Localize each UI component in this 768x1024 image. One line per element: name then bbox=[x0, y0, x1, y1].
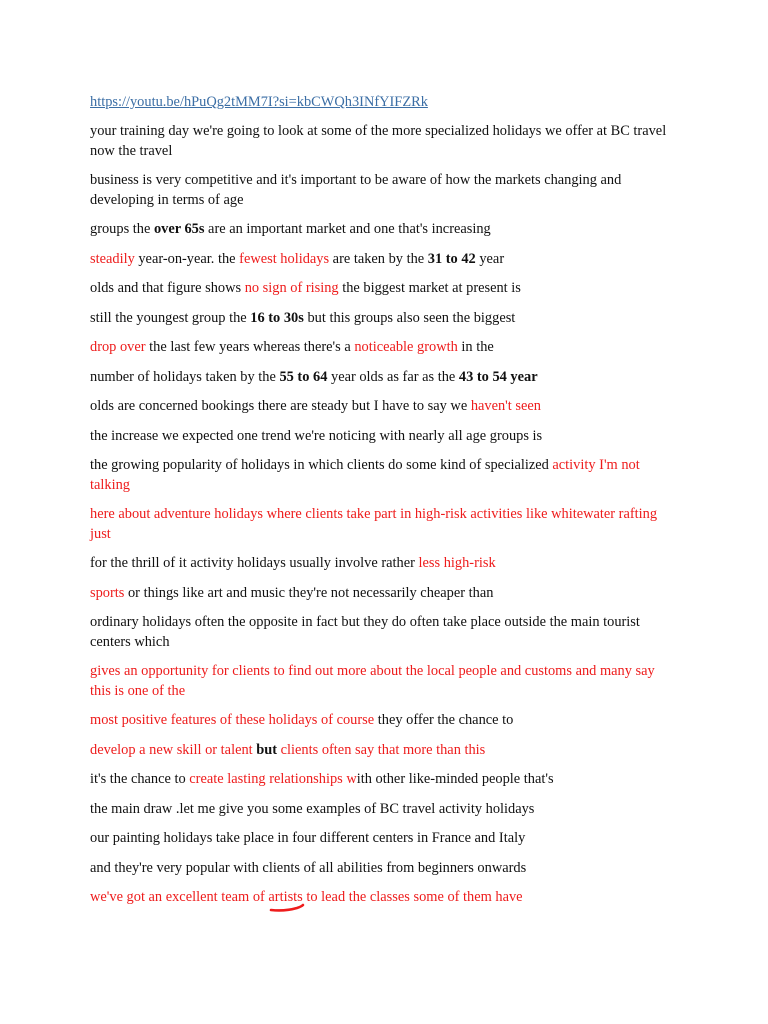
transcript-text: our painting holidays take place in four different centers in France and Italy bbox=[90, 830, 526, 846]
transcript-paragraph bbox=[90, 662, 670, 701]
transcript-paragraph bbox=[90, 584, 670, 604]
annotated-word: artists bbox=[268, 889, 302, 905]
highlighted-phrase: create lasting relationships w bbox=[189, 771, 357, 787]
transcript-body bbox=[90, 122, 670, 908]
transcript-text: the last few years whereas there's a bbox=[145, 339, 355, 355]
bold-phrase: 55 to 64 bbox=[279, 368, 328, 385]
transcript-text: olds are concerned bookings there are steady but I have to say we bbox=[90, 398, 471, 414]
transcript-paragraph bbox=[90, 505, 670, 544]
transcript-text: olds and that figure shows bbox=[90, 280, 245, 296]
document-page bbox=[90, 93, 670, 918]
highlighted-phrase: haven't seen bbox=[470, 398, 541, 414]
highlighted-phrase: develop a new skill or talent bbox=[90, 741, 257, 758]
transcript-text: ordinary holidays often the opposite in fact but they do often take place outside the main tourist centers which bbox=[90, 614, 640, 650]
transcript-text: are taken by the bbox=[329, 250, 428, 267]
highlighted-phrase: to lead the classes some of them have bbox=[302, 889, 523, 905]
transcript-paragraph bbox=[90, 829, 670, 849]
bold-phrase: 43 to 54 year bbox=[458, 368, 538, 385]
bold-phrase: 16 to 30s bbox=[250, 309, 304, 326]
transcript-text: for the thrill of it activity holidays usually involve rather bbox=[90, 555, 419, 571]
highlighted-phrase: fewest holidays bbox=[239, 250, 330, 267]
transcript-paragraph bbox=[90, 338, 670, 358]
transcript-paragraph bbox=[90, 613, 670, 652]
transcript-text: it's the chance to bbox=[90, 771, 190, 787]
transcript-text: in the bbox=[457, 339, 494, 355]
bold-phrase: but bbox=[256, 741, 278, 758]
transcript-text: the biggest market at present is bbox=[338, 280, 521, 296]
transcript-paragraph bbox=[90, 741, 670, 761]
transcript-text: the main draw .let me give you some examples of BC travel activity holidays bbox=[90, 800, 535, 817]
transcript-paragraph bbox=[90, 711, 670, 731]
transcript-text: or things like art and music they're not necessarily cheaper than bbox=[124, 584, 494, 601]
bold-phrase: 31 to 42 bbox=[427, 250, 476, 267]
transcript-text: groups the bbox=[90, 221, 154, 237]
highlighted-phrase: here about adventure holidays where clients take part in high-risk activities like whitewater rafting just bbox=[90, 506, 658, 542]
bold-phrase: over 65s bbox=[153, 221, 205, 237]
highlighted-phrase: steadily bbox=[90, 250, 135, 267]
transcript-text: are an important market and one that's increasing bbox=[204, 221, 491, 237]
transcript-paragraph bbox=[90, 800, 670, 820]
transcript-text: still the youngest group the bbox=[90, 309, 251, 326]
transcript-paragraph bbox=[90, 554, 670, 574]
transcript-text: business is very competitive and it's important to be aware of how the markets changing and developing in terms of age bbox=[90, 172, 622, 208]
youtube-link[interactable]: https://youtu.be/hPuQg2tMM7I?si=kbCWQh3INfYIFZRk bbox=[90, 94, 428, 110]
highlighted-phrase: drop over bbox=[90, 339, 146, 355]
transcript-text: ith other like-minded people that's bbox=[356, 771, 554, 787]
highlighted-phrase: gives an opportunity for clients to find out more about the local people and customs and many say this is one of the bbox=[90, 663, 655, 699]
transcript-text: year bbox=[475, 250, 505, 267]
transcript-paragraph bbox=[90, 250, 670, 270]
highlighted-phrase: less high-risk bbox=[418, 555, 496, 571]
transcript-text: they offer the chance to bbox=[374, 712, 514, 728]
transcript-text: your training day we're going to look at some of the more specialized holidays we offer at BC travel now the travel bbox=[90, 123, 667, 159]
transcript-paragraph bbox=[90, 122, 670, 161]
transcript-paragraph bbox=[90, 427, 670, 447]
transcript-paragraph bbox=[90, 397, 670, 417]
transcript-paragraph bbox=[90, 279, 670, 299]
transcript-text: but this groups also seen the biggest bbox=[303, 309, 516, 326]
highlighted-phrase: we've got an excellent team of bbox=[90, 889, 269, 905]
transcript-paragraph bbox=[90, 888, 670, 908]
highlighted-phrase: most positive features of these holidays of course bbox=[90, 712, 375, 728]
highlighted-phrase: activity I'm not talking bbox=[90, 457, 640, 493]
transcript-text: and they're very popular with clients of all abilities from beginners onwards bbox=[90, 859, 527, 876]
highlighted-phrase: no sign of rising bbox=[244, 280, 339, 296]
transcript-paragraph bbox=[90, 456, 670, 495]
transcript-text: the increase we expected one trend we're noticing with nearly all age groups is bbox=[90, 427, 543, 444]
transcript-paragraph bbox=[90, 368, 670, 388]
transcript-text: year olds as far as the bbox=[327, 368, 459, 385]
highlighted-phrase: sports bbox=[90, 584, 125, 601]
handwritten-underline-mark bbox=[270, 904, 304, 912]
transcript-text: number of holidays taken by the bbox=[90, 368, 280, 385]
transcript-paragraph bbox=[90, 220, 670, 240]
transcript-paragraph bbox=[90, 309, 670, 329]
transcript-paragraph bbox=[90, 859, 670, 879]
transcript-paragraph bbox=[90, 171, 670, 210]
highlighted-phrase: clients often say that more than this bbox=[277, 741, 486, 758]
transcript-paragraph bbox=[90, 770, 670, 790]
transcript-text: year-on-year. the bbox=[134, 250, 240, 267]
transcript-text: the growing popularity of holidays in which clients do some kind of specialized bbox=[90, 457, 553, 473]
highlighted-phrase: noticeable growth bbox=[354, 339, 458, 355]
